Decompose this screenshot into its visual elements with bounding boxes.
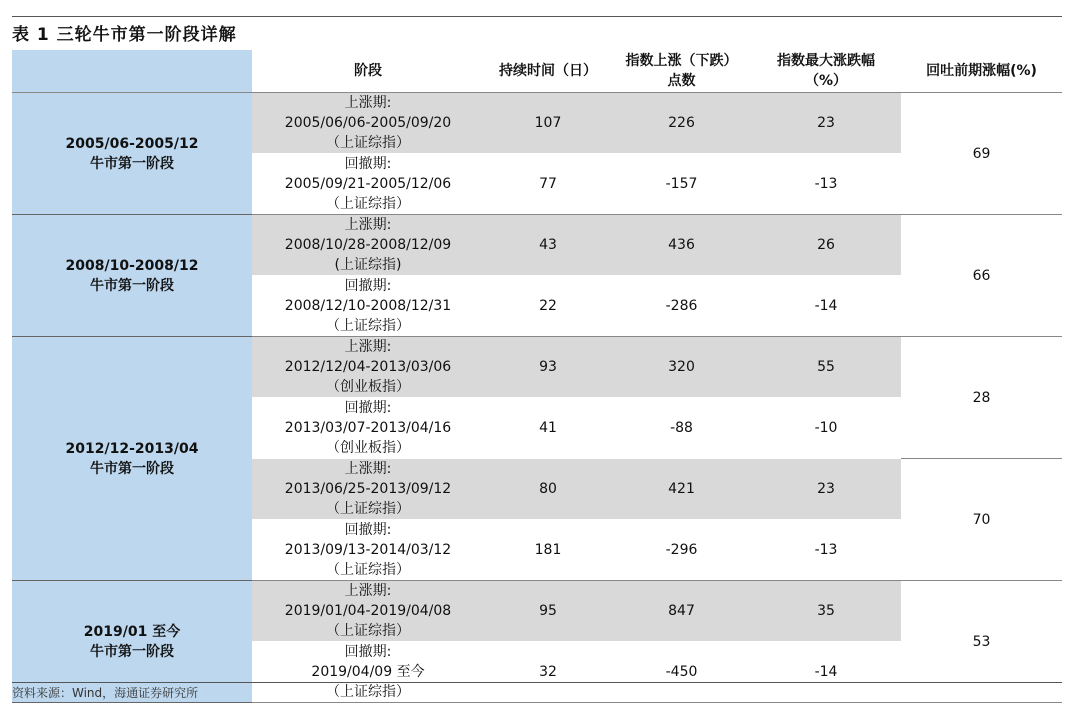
points-cell: -296 [612,520,751,581]
period-label: 2008/10-2008/12 [65,257,199,274]
max-cell: 26 [751,215,901,276]
phase-range: 2012/12/04-2013/03/06 [284,359,452,375]
retrace-cell: 53 [901,581,1062,703]
days-cell: 181 [484,520,612,581]
phase-range: 2019/01/04-2019/04/08 [284,603,452,619]
phase-cell [252,337,484,398]
header-max-line2: （%） [804,73,848,89]
max-cell: 35 [751,581,901,642]
source-note: 资料来源：Wind，海通证券研究所 [12,686,199,700]
header-max-line1: 指数最大涨跌幅 [777,53,875,69]
table-row [12,93,1062,154]
phase-index: （上证综指） [326,135,410,151]
phase-index: （上证综指） [326,196,410,212]
phase-range: 2008/10/28-2008/12/09 [284,237,452,253]
header-points-line2: 点数 [667,73,696,89]
phase-index: （创业板指） [326,379,410,395]
days-cell: 77 [484,154,612,215]
phase-range: 2013/03/07-2013/04/16 [284,420,452,436]
phase-index: （创业板指） [326,440,410,456]
phase-range: 2013/06/25-2013/09/12 [284,481,452,497]
days-cell: 22 [484,276,612,337]
phase-cell [252,459,484,520]
phase-phase: 回撤期: [344,644,392,660]
phase-index: （上证综指） [326,501,410,517]
phase-index: （上证综指） [326,318,410,334]
phase-cell [252,93,484,154]
phase-range: 2005/06/06-2005/09/20 [284,115,452,131]
header-duration: 持续时间（日） [484,50,612,93]
period-label: 2005/06-2005/12 [65,135,199,152]
phase-index: （上证综指） [326,562,410,578]
retrace-cell: 69 [901,93,1062,215]
table-title: 表 1 三轮牛市第一阶段详解 [12,25,237,45]
days-cell: 43 [484,215,612,276]
table-row [12,337,1062,398]
days-cell: 107 [484,93,612,154]
phase-cell [252,276,484,337]
period-cell [12,93,252,215]
phase-cell [252,154,484,215]
period-label: 牛市第一阶段 [90,277,174,294]
header-points-line1: 指数上涨（下跌） [625,53,738,69]
points-cell: 847 [612,581,751,642]
phase-cell [252,642,484,703]
max-cell: 55 [751,337,901,398]
points-cell: 421 [612,459,751,520]
phase-phase: 回撤期: [344,156,392,172]
days-cell: 93 [484,337,612,398]
period-label: 2019/01 至今 [83,623,181,640]
top-rule [12,16,1062,17]
points-cell: 436 [612,215,751,276]
phase-phase: 上涨期: [344,217,392,233]
table-row [12,215,1062,276]
phase-cell [252,398,484,459]
phase-cell [252,581,484,642]
header-period [12,50,252,93]
days-cell: 95 [484,581,612,642]
bottom-rule [12,682,1062,683]
days-cell: 41 [484,398,612,459]
max-cell: -10 [751,398,901,459]
phase-index: （上证综指） [326,684,410,700]
header-points [612,50,751,93]
phase-cell [252,520,484,581]
max-cell: -13 [751,520,901,581]
phase-phase: 上涨期: [344,461,392,477]
header-max-change [751,50,901,93]
phase-phase: 回撤期: [344,278,392,294]
phase-phase: 回撤期: [344,522,392,538]
points-cell: -286 [612,276,751,337]
period-cell [12,337,252,581]
phase-range: 2008/12/10-2008/12/31 [284,298,452,314]
points-cell: -450 [612,642,751,703]
period-label: 2012/12-2013/04 [65,440,199,457]
period-label: 牛市第一阶段 [90,643,174,660]
days-cell: 80 [484,459,612,520]
period-label: 牛市第一阶段 [90,460,174,477]
table-row [12,581,1062,642]
max-cell: -13 [751,154,901,215]
points-cell: 226 [612,93,751,154]
points-cell: -157 [612,154,751,215]
phase-range: 2019/04/09 至今 [311,664,425,680]
retrace-cell: 70 [901,459,1062,581]
period-cell [12,215,252,337]
phase-phase: 上涨期: [344,95,392,111]
phase-range: 2005/09/21-2005/12/06 [284,176,452,192]
header-retrace: 回吐前期涨幅(%) [901,50,1062,93]
days-cell: 32 [484,642,612,703]
table-body [12,93,1062,703]
period-label: 牛市第一阶段 [90,155,174,172]
phase-cell [252,215,484,276]
phase-index: (上证综指) [334,257,402,273]
points-cell: -88 [612,398,751,459]
points-cell: 320 [612,337,751,398]
phase-phase: 回撤期: [344,400,392,416]
bull-market-table [12,50,1062,703]
phase-phase: 上涨期: [344,339,392,355]
phase-index: （上证综指） [326,623,410,639]
max-cell: 23 [751,459,901,520]
retrace-cell: 28 [901,337,1062,459]
max-cell: 23 [751,93,901,154]
phase-range: 2013/09/13-2014/03/12 [284,542,452,558]
header-phase: 阶段 [252,50,484,93]
max-cell: -14 [751,642,901,703]
phase-phase: 上涨期: [344,583,392,599]
retrace-cell: 66 [901,215,1062,337]
max-cell: -14 [751,276,901,337]
